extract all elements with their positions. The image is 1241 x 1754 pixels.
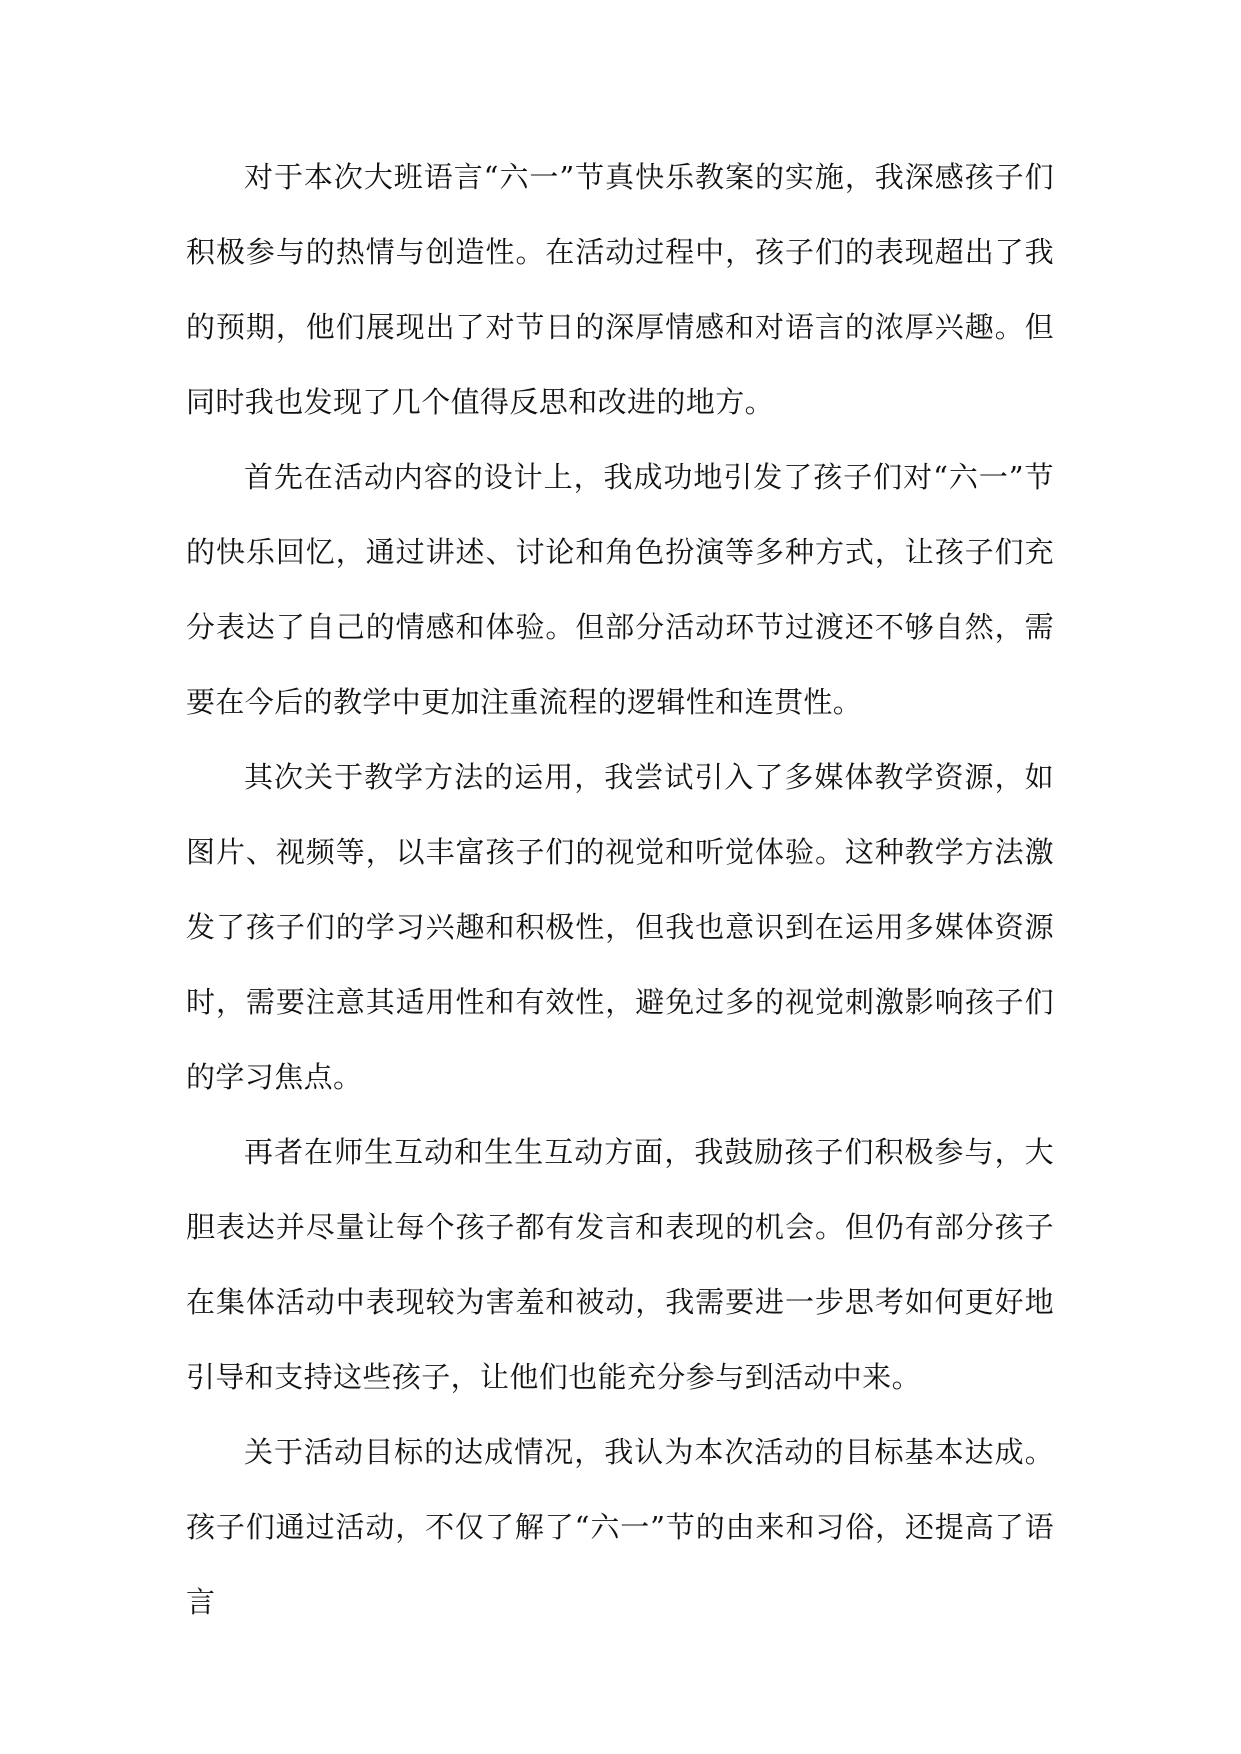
paragraph-3: 其次关于教学方法的运用，我尝试引入了多媒体教学资源，如图片、视频等，以丰富孩子们的视觉和听觉体验。这种教学方法激发了孩子们的学习兴趣和积极性，但我也意识到在运用多媒体资源时，需要注意其适用性和有效性，避免过多的视觉刺激影响孩子们的学习焦点。 <box>186 760 1054 1094</box>
document-body <box>186 140 1054 1640</box>
paragraph-5: 关于活动目标的达成情况，我认为本次活动的目标基本达成。孩子们通过活动，不仅了解了“六一”节的由来和习俗，还提高了语言 <box>186 1435 1054 1619</box>
paragraph-1: 对于本次大班语言“六一”节真快乐教案的实施，我深感孩子们积极参与的热情与创造性。在活动过程中，孩子们的表现超出了我的预期，他们展现出了对节日的深厚情感和对语言的浓厚兴趣。但同时我也发现了几个值得反思和改进的地方。 <box>186 160 1054 419</box>
paragraph-4: 再者在师生互动和生生互动方面，我鼓励孩子们积极参与，大胆表达并尽量让每个孩子都有发言和表现的机会。但仍有部分孩子在集体活动中表现较为害羞和被动，我需要进一步思考如何更好地引导和支持这些孩子，让他们也能充分参与到活动中来。 <box>186 1135 1054 1394</box>
paragraph-2: 首先在活动内容的设计上，我成功地引发了孩子们对“六一”节的快乐回忆，通过讲述、讨论和角色扮演等多种方式，让孩子们充分表达了自己的情感和体验。但部分活动环节过渡还不够自然，需要在今后的教学中更加注重流程的逻辑性和连贯性。 <box>186 460 1054 719</box>
